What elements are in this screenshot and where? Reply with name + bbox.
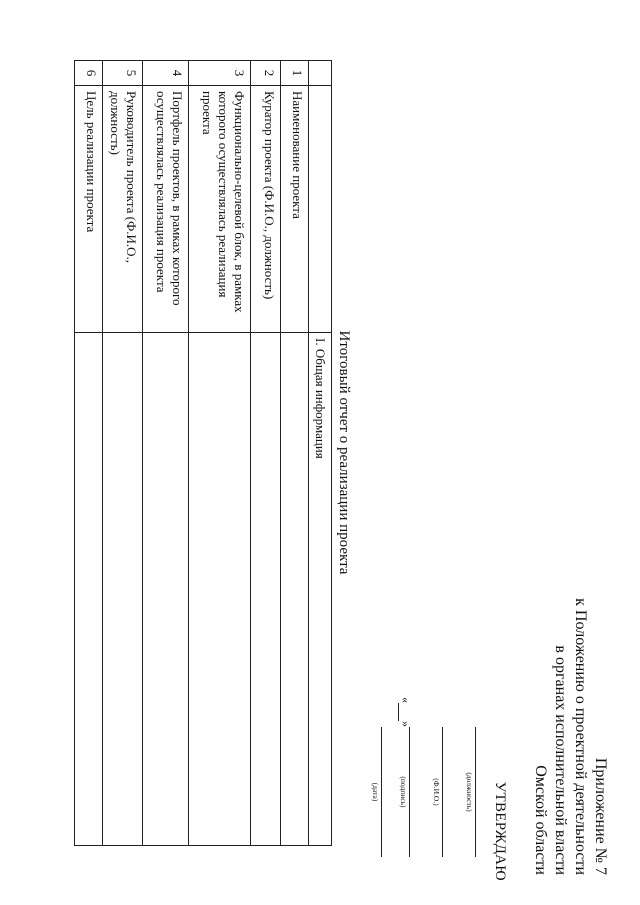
appendix-number: Приложение № 7 [592, 757, 609, 875]
row-label: Цель реализации проекта [75, 86, 103, 333]
date-open-quote: « [399, 697, 413, 703]
row-number: 5 [103, 61, 143, 86]
row-value [251, 333, 281, 846]
row-label: Руководитель проекта (Ф.И.О., должность) [103, 86, 143, 333]
position-line [475, 727, 476, 857]
row-value [189, 333, 251, 846]
row-number: 3 [189, 61, 251, 86]
approval-heading: УТВЕРЖДАЮ [492, 781, 508, 881]
date-field [398, 697, 413, 727]
table-row [143, 61, 189, 846]
row-number: 6 [75, 61, 103, 86]
row-label: Куратор проекта (Ф.И.О., должность) [251, 86, 281, 333]
section-heading: I. Общая информация [309, 333, 332, 846]
row-number: 1 [281, 61, 309, 86]
appendix-reference-line-1: к Положению о проектной деятельности [572, 598, 589, 875]
signature-line [409, 727, 410, 857]
row-value [281, 333, 309, 846]
table-row [281, 61, 309, 846]
row-value [75, 333, 103, 846]
day-blank [398, 703, 409, 721]
name-line [442, 727, 443, 857]
report-title: Итоговый отчет о реализации проекта [336, 330, 352, 575]
row-value [143, 333, 189, 846]
row-label: Портфель проектов, в рамках которого осуществлялась реализация проекта [143, 86, 189, 333]
appendix-header [530, 598, 610, 875]
table-row [251, 61, 281, 846]
row-number: 4 [143, 61, 189, 86]
date-close-quote: » [399, 721, 413, 727]
general-info-table [74, 60, 332, 846]
row-number: 2 [251, 61, 281, 86]
appendix-reference-line-3: Омской области [532, 765, 549, 875]
section-row [309, 61, 332, 846]
table-row [75, 61, 103, 846]
section-num-cell [309, 61, 332, 86]
table-row [189, 61, 251, 846]
row-label: Наименование проекта [281, 86, 309, 333]
table-row [103, 61, 143, 846]
section-label-cell [309, 86, 332, 333]
position-caption: (должность) [465, 772, 474, 812]
name-caption: (Ф.И.О.) [432, 778, 441, 806]
appendix-reference-line-2: в органах исполнительной власти [552, 645, 569, 875]
row-value [103, 333, 143, 846]
signature-caption: (подпись) [399, 776, 408, 808]
date-caption: (дата) [371, 782, 380, 802]
row-label: Функционально-целевой блок, в рамках которого осуществлялась реализация проекта [189, 86, 251, 333]
date-line [381, 727, 382, 857]
